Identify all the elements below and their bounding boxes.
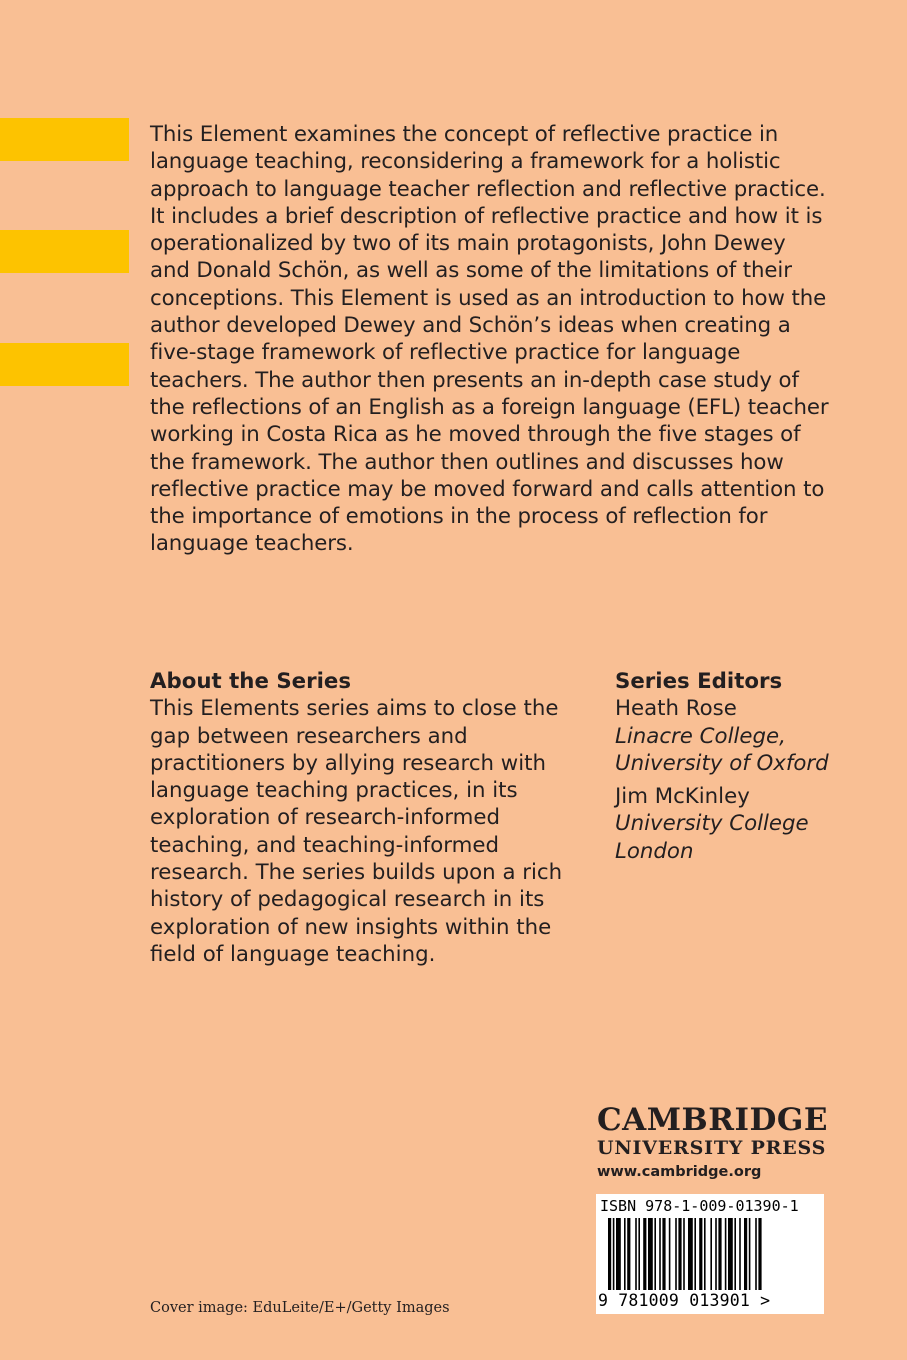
barcode-bar <box>755 1218 757 1290</box>
barcode-bar <box>683 1218 685 1290</box>
barcode-bar <box>675 1218 677 1290</box>
barcode-bar <box>744 1218 747 1290</box>
barcode-bar <box>678 1218 681 1290</box>
isbn-barcode <box>596 1194 824 1314</box>
barcode-bar <box>654 1218 656 1290</box>
editor-affiliation: University College London <box>615 811 809 864</box>
barcode-bar <box>627 1218 630 1290</box>
publisher-subname: UNIVERSITY PRESS <box>597 1137 827 1159</box>
isbn-label: ISBN 978-1-009-01390-1 <box>600 1197 799 1215</box>
barcode-bar <box>643 1218 646 1290</box>
barcode-bar <box>704 1218 706 1290</box>
series-editors-heading: Series Editors <box>615 669 783 694</box>
barcode-bar <box>694 1218 696 1290</box>
barcode-bar <box>624 1218 626 1290</box>
barcode-bar <box>718 1218 721 1290</box>
barcode-bar <box>608 1218 611 1290</box>
barcode-bars <box>608 1218 812 1290</box>
editor-entry <box>615 695 855 777</box>
barcode-bar <box>710 1218 712 1290</box>
editor-name: Heath Rose <box>615 696 737 722</box>
barcode-bar <box>662 1218 665 1290</box>
accent-bar-bottom <box>0 343 129 386</box>
barcode-bar <box>725 1218 727 1290</box>
cover-image-credit: Cover image: EduLeite/E+/Getty Images <box>150 1300 450 1316</box>
editor-name: Jim McKinley <box>615 784 750 810</box>
barcode-bar <box>669 1218 671 1290</box>
publisher-logo <box>597 1103 827 1183</box>
isbn-digits: 9 781009 013901 > <box>598 1291 771 1310</box>
barcode-bar <box>648 1218 653 1290</box>
editor-affiliation: Linacre College, University of Oxford <box>615 723 829 776</box>
barcode-bar <box>635 1218 637 1290</box>
accent-bar-top <box>0 118 129 161</box>
about-series-text: This Elements series aims to close the gap between researchers and practitioners by allying research with language teaching practices, in its exploration of research-informed teaching, and teaching-informed research. The series builds upon a rich history of pedagogical research in its exploration of new insights within the field of language teaching. <box>150 696 563 967</box>
series-editors <box>615 668 855 871</box>
barcode-bar <box>758 1218 761 1290</box>
barcode-bar <box>728 1218 733 1290</box>
barcode-bar <box>739 1218 741 1290</box>
about-series-heading: About the Series <box>150 669 352 694</box>
barcode-bar <box>734 1218 736 1290</box>
barcode-bar <box>715 1218 717 1290</box>
barcode-bar <box>616 1218 621 1290</box>
editor-entry <box>615 783 855 865</box>
publisher-website: www.cambridge.org <box>597 1164 762 1180</box>
barcode-bar <box>749 1218 751 1290</box>
barcode-bar <box>638 1218 640 1290</box>
barcode-bar <box>688 1218 693 1290</box>
barcode-bar <box>613 1218 615 1290</box>
accent-bar-middle <box>0 230 129 273</box>
barcode-bar <box>659 1218 661 1290</box>
book-blurb: This Element examines the concept of reflective practice in language teaching, reconsidering a framework for a holistic approach to language teacher reflection and reflective practice. It includes a brief description of reflective practice and how it is operationalized by two of its main protagonists, John Dewey and Donald Schön, as well as some of the limitations of their conceptions. This Element is used as an introduction to how the author developed Dewey and Schön’s ideas when creating a five-stage framework of reflective practice for language teachers. The author then presents an in-depth case study of the reflections of an English as a foreign language (EFL) teacher working in Costa Rica as he moved through the five stages of the framework. The author then outlines and discusses how reflective practice may be moved forward and calls attention to the importance of emotions in the process of reflection for language teachers. <box>150 122 829 557</box>
about-the-series <box>150 668 600 968</box>
barcode-bar <box>699 1218 702 1290</box>
publisher-name: CAMBRIDGE <box>597 1102 828 1138</box>
